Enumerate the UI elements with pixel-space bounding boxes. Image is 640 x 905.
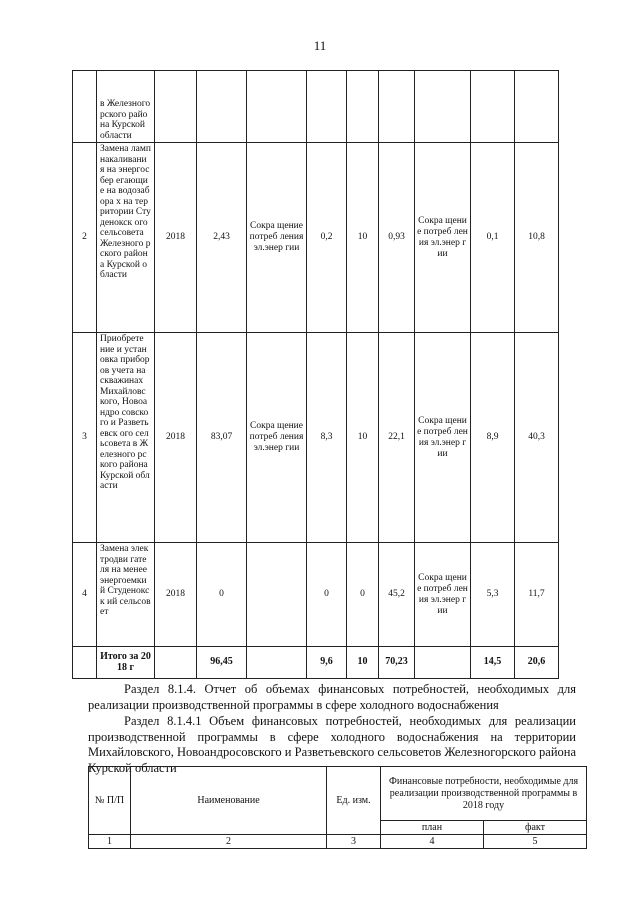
table-row xyxy=(73,143,559,333)
measure-name: в Железного рского района Курской области xyxy=(97,71,155,143)
value-cell: 10 xyxy=(347,143,379,333)
value-cell: 10 xyxy=(347,333,379,543)
value-cell: 11,7 xyxy=(515,543,559,647)
total-cost: 96,45 xyxy=(197,647,247,679)
row-number: 2 xyxy=(73,143,97,333)
cost-cell: 2,43 xyxy=(197,143,247,333)
effect-cell xyxy=(415,71,471,143)
col-plan-header: план xyxy=(381,821,484,835)
value-cell: 0 xyxy=(347,543,379,647)
numbering-row xyxy=(89,835,587,849)
numbering-cell: 4 xyxy=(381,835,484,849)
total-value: 14,5 xyxy=(471,647,515,679)
year-cell: 2018 xyxy=(155,333,197,543)
value-cell: 22,1 xyxy=(379,333,415,543)
measure-name: Приобрете ние и установка приборов учета на скважинах Михайловс кого, Новоандро совского и Разветьевск ого сельсовета в Железного рского района Курской области xyxy=(97,333,155,543)
value-cell: 0,1 xyxy=(471,143,515,333)
numbering-cell: 3 xyxy=(327,835,381,849)
value-cell: 5,3 xyxy=(471,543,515,647)
value-cell: 10,8 xyxy=(515,143,559,333)
numbering-cell: 2 xyxy=(131,835,327,849)
total-label: Итого за 2018 г xyxy=(97,647,155,679)
col-name-header: Наименование xyxy=(131,767,327,835)
value-cell xyxy=(471,71,515,143)
cost-cell: 83,07 xyxy=(197,333,247,543)
col-unit-header: Ед. изм. xyxy=(327,767,381,835)
value-cell: 0,2 xyxy=(307,143,347,333)
effect-cell xyxy=(247,71,307,143)
col-fact-header: факт xyxy=(484,821,587,835)
value-cell xyxy=(307,71,347,143)
total-value: 10 xyxy=(347,647,379,679)
value-cell: 8,9 xyxy=(471,333,515,543)
value-cell: 8,3 xyxy=(307,333,347,543)
financial-needs-table xyxy=(88,766,587,849)
cost-cell: 0 xyxy=(197,543,247,647)
total-value: 9,6 xyxy=(307,647,347,679)
col-financial-header: Финансовые потребности, необходимые для реализации производственной программы в 2018 году xyxy=(381,767,587,821)
total-value: 20,6 xyxy=(515,647,559,679)
numbering-cell: 1 xyxy=(89,835,131,849)
measure-name: Замена ламп накаливани я на энергосбер егающие на водозабора х на территории Студенокск ого сельсовета Железного рского района Курской области xyxy=(97,143,155,333)
year-cell xyxy=(155,71,197,143)
page-number: 11 xyxy=(313,38,327,53)
effect-cell: Сокра щение потреб ления эл.энер гии xyxy=(415,543,471,647)
year-cell: 2018 xyxy=(155,143,197,333)
table-row xyxy=(73,71,559,143)
section-heading-8-1-4: Раздел 8.1.4. Отчет об объемах финансовых потребностей, необходимых для реализации производственной программы в сфере холодного водоснабжения xyxy=(88,682,576,712)
effect-cell xyxy=(247,543,307,647)
value-cell xyxy=(347,71,379,143)
row-number xyxy=(73,71,97,143)
total-row xyxy=(73,647,559,679)
measure-name: Замена электродви гателя на менее энергоемки й Студенокск ий сельсовет xyxy=(97,543,155,647)
effect-cell: Сокра щение потреб ления эл.энер гии xyxy=(247,143,307,333)
col-number-header: № П/П xyxy=(89,767,131,835)
total-value: 70,23 xyxy=(379,647,415,679)
section-heading-8-1-4-1: Раздел 8.1.4.1 Объем финансовых потребностей, необходимых для реализации производственной программы в сфере холодного водоснабжения на территории Михайловского, Новоандросовского и Разветьевского сельсоветов Железногорского района Курской области xyxy=(88,714,576,775)
value-cell: 0,93 xyxy=(379,143,415,333)
row-number: 3 xyxy=(73,333,97,543)
year-cell: 2018 xyxy=(155,543,197,647)
value-cell: 40,3 xyxy=(515,333,559,543)
row-number: 4 xyxy=(73,543,97,647)
effect-cell: Сокра щение потреб ления эл.энер гии xyxy=(415,143,471,333)
effect-cell: Сокра щение потреб ления эл.энер гии xyxy=(247,333,307,543)
value-cell xyxy=(515,71,559,143)
value-cell: 0 xyxy=(307,543,347,647)
value-cell: 45,2 xyxy=(379,543,415,647)
effect-cell: Сокра щение потреб ления эл.энер гии xyxy=(415,333,471,543)
table-header-row xyxy=(89,767,587,821)
value-cell xyxy=(379,71,415,143)
measures-table xyxy=(72,70,559,679)
cost-cell xyxy=(197,71,247,143)
numbering-cell: 5 xyxy=(484,835,587,849)
table-row xyxy=(73,543,559,647)
table-row xyxy=(73,333,559,543)
